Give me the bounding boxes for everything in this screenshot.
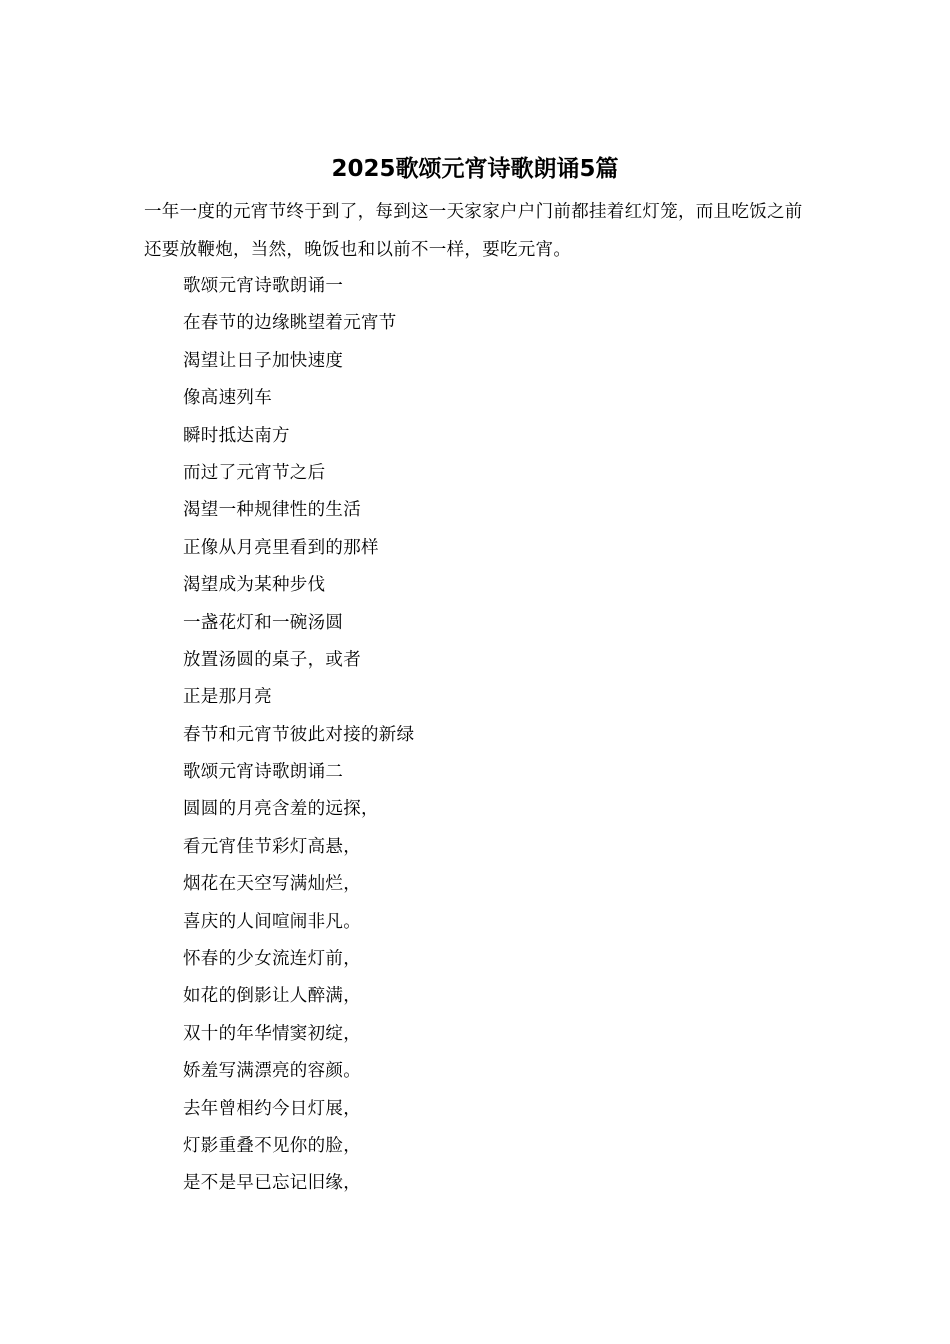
poem-line: 圆圆的月亮含羞的远探， — [183, 799, 379, 820]
poem-lines — [183, 268, 803, 1203]
poem-line: 去年曾相约今日灯展， — [183, 1098, 361, 1119]
document-title: 2025歌颂元宵诗歌朗诵5篇 — [331, 156, 619, 182]
intro-paragraph: 一年一度的元宵节终于到了，每到这一天家家户户门前都挂着红灯笼，而且吃饭之前还要放鞭炮，当然，晚饭也和以前不一样，要吃元宵。 — [144, 202, 803, 260]
poem-line: 喜庆的人间喧闹非凡。 — [183, 911, 361, 932]
poem-line: 放置汤圆的桌子，或者 — [183, 649, 361, 670]
poem-line: 怀春的少女流连灯前， — [183, 949, 361, 970]
poem-line: 烟花在天空写满灿烂， — [183, 874, 361, 895]
poem-line: 像高速列车 — [183, 388, 272, 409]
poem-line: 是不是早已忘记旧缘， — [183, 1173, 361, 1194]
poem-line: 娇羞写满漂亮的容颜。 — [183, 1061, 361, 1082]
poem-line: 双十的年华情窦初绽， — [183, 1023, 361, 1044]
poem-line: 歌颂元宵诗歌朗诵二 — [183, 762, 344, 783]
poem-line: 在春节的边缘眺望着元宵节 — [183, 313, 397, 334]
poem-line: 歌颂元宵诗歌朗诵一 — [183, 276, 344, 296]
poem-line: 瞬时抵达南方 — [183, 425, 290, 446]
poem-line: 如花的倒影让人醉满， — [183, 986, 361, 1007]
poem-line: 渴望成为某种步伐 — [183, 575, 326, 596]
poem-line: 一盏花灯和一碗汤圆 — [183, 612, 344, 633]
poem-line: 正是那月亮 — [183, 687, 272, 708]
poem-line: 看元宵佳节彩灯高悬， — [183, 836, 361, 857]
poem-line: 而过了元宵节之后 — [183, 462, 326, 483]
poem-line: 春节和元宵节彼此对接的新绿 — [183, 724, 415, 745]
poem-line: 正像从月亮里看到的那样 — [183, 537, 379, 558]
poem-line: 渴望一种规律性的生活 — [183, 500, 361, 521]
poem-line: 灯影重叠不见你的脸， — [183, 1135, 361, 1156]
poem-line: 渴望让日子加快速度 — [183, 350, 344, 371]
